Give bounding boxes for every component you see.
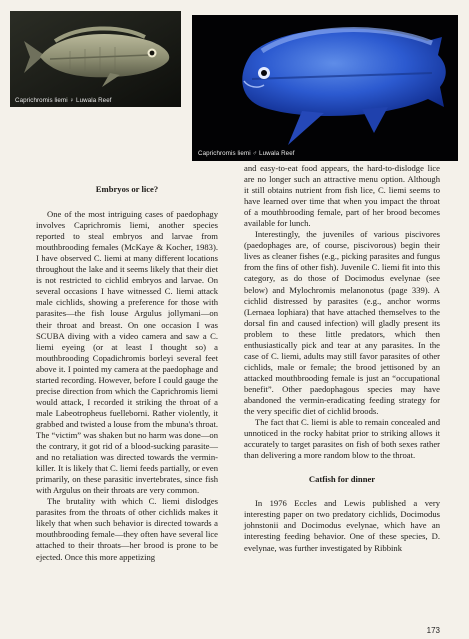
fish-image-female <box>10 11 181 107</box>
paragraph: The brutality with which C. liemi dislodges parasites from the throats of other cichlids makes it likely that when such behavior is directed towards a mouthbrooding female—they often have several lice attached to their throats—her brood is prone to be ejected. Once this more appetizing <box>36 496 218 562</box>
text-column-right <box>244 163 440 554</box>
section-heading-catfish: Catfish for dinner <box>308 474 376 485</box>
section-heading-embryos: Embryos or lice? <box>95 184 159 194</box>
page-number: 173 <box>426 626 440 635</box>
fish-photo-female <box>10 11 181 107</box>
fish-photo-male <box>192 15 458 161</box>
paragraph: In 1976 Eccles and Lewis published a very interesting paper on two predatory cichlids, Docimodus johnstonii and Docimodus evelynae, which have an interesting feeding behavior. One of these species, D. evelynae, was further investigated by Ribbink <box>244 498 440 553</box>
photo-caption-male: Caprichromis liemi ♂ Luwala Reef <box>198 150 295 157</box>
text-column-left <box>36 167 218 563</box>
paragraph: The fact that C. liemi is able to remain concealed and unnoticed in the rocky habitat prior to striking allows it accurately to target parasites on fish of both sexes rather than delivering a more random blow to the throat. <box>244 417 440 461</box>
photo-caption-female: Caprichromis liemi ♀ Luwala Reef <box>15 97 112 104</box>
fish-image-male <box>192 15 458 161</box>
paragraph: One of the most intriguing cases of paedophagy involves Caprichromis liemi, another species reported to steal embryos and larvae from mouthbrooding females (McKaye & Kocher, 1983). I have observed C. liemi at many different locations throughout the lake and it seems likely that their diet is not restricted to cichlid embryos and larvae. On several occasions I have witnessed C. liemi attack male cichlids, showing a preference for those with parasites—the fish louse Argulus jollymani—on their throat and breast. On one occasion I was SCUBA diving with a video camera and saw a C. liemi eyeing (or at least I thought so) a mouthbrooding Copadichromis borleyi several feet above it. I pointed my camera at the paedophage and started recording. However, before I could gauge the precise direction from which the Caprichromis liemi would attack, I recorded it striking the throat of a male Labeotropheus fuelleborni. Rather violently, it grabbed and twisted a louse from the mbuna's throat. The “victim” was shaken but no harm was done—on the contrary, it got rid of a blood-sucking parasite—and no retaliation was directed towards the vermin-killer. It is likely that C. liemi feeds partially, or even primarily, on these parasitic invertebrates, since fish with Argulus on their throats are very common. <box>36 209 219 496</box>
paragraph: and easy-to-eat food appears, the hard-to-dislodge lice are no longer such an attractive menu option. Although it still obtains nutrient from fish lice, C. liemi seems to have learned over time that when you impact the throat of a mouthbrooding female, part of her brood becomes available for lunch. <box>244 163 440 229</box>
paragraph: Interestingly, the juveniles of various piscivores (paedophages are, of course, piscivorous) begin their lives as cleaner fishes (e.g., picking parasites and fungus from the fins of other fish). Juvenile C. liemi fit into this category, as do those of Docimodus evelynae (see below) and Mylochromis melanonotus (page 339). A cichlid distressed by parasites (e.g., anchor worms (Lernaea lophiara) that have attached themselves to the dorsal fin and caused infection) will gladly present its problem to these little predators, which then enthusiastically pick and tear at any parasites. In the case of C. liemi, adults may still favor parasites of other cichlids, male or female; the brood jettisoned by an attacked mouthbrooding female is just an “occupational benefit”. Other paedophagous species may have abandoned the vermin-eradicating feeding strategy for the very specific diet of cichlid broods. <box>244 229 440 417</box>
